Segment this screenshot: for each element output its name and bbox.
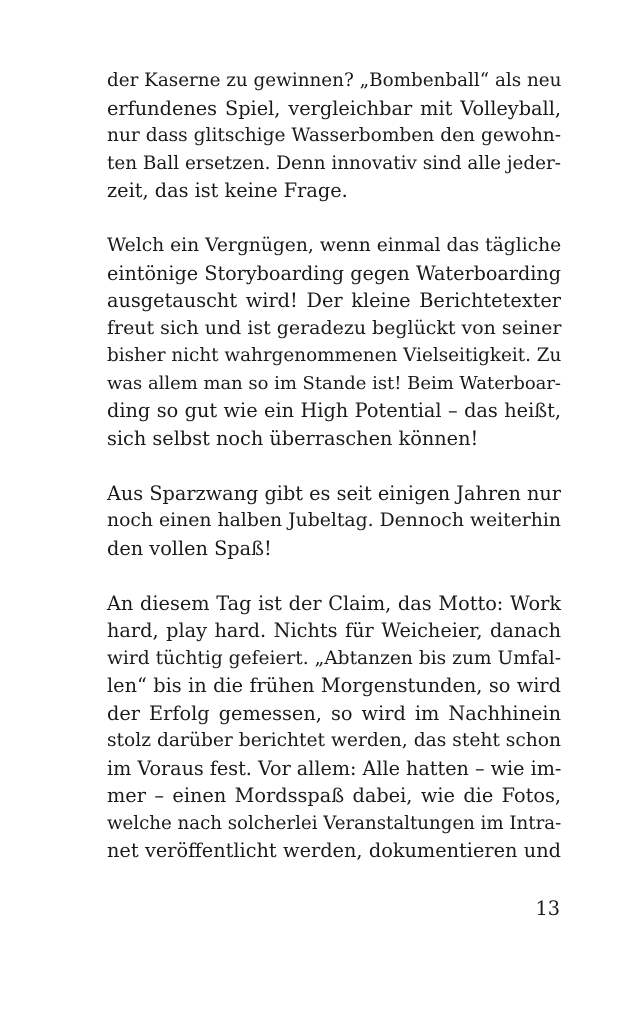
text-line: An diesem Tag ist der Claim, das Motto: Work [107, 591, 561, 615]
paragraph [107, 480, 561, 563]
page-number: 13 [535, 897, 560, 920]
body-text [107, 67, 561, 865]
text-line: bisher nicht wahrgenommenen Vielseitigkeit. Zu [107, 345, 562, 366]
text-line: net veröffentlicht werden, dokumentieren und [107, 839, 561, 862]
text-line: ten Ball ersetzen. Denn innovativ sind alle jeder- [107, 152, 561, 174]
text-line: der Kaserne zu gewinnen? „Bombenball“ als neu [107, 70, 562, 91]
paragraph [107, 67, 561, 205]
text-line: ding so gut wie ein High Potential – das heißt, [107, 399, 561, 422]
text-line: sich selbst noch überraschen können! [107, 426, 479, 450]
text-line: freut sich und ist geradezu beglückt von seiner [107, 316, 562, 339]
paragraph [107, 232, 561, 452]
text-line: wird tüchtig gefeiert. „Abtanzen bis zum Umfal- [107, 647, 561, 669]
text-line: zeit, das ist keine Frage. [107, 179, 348, 202]
text-line: stolz darüber berichtet werden, das steht schon [107, 730, 561, 751]
text-line: nur dass glitschige Wasserbomben den gewohn- [107, 125, 561, 146]
paragraph-gap [107, 562, 561, 590]
text-line: len“ bis in die frühen Morgenstunden, so wird [107, 674, 561, 697]
text-line: hard, play hard. Nichts für Weicheier, danach [107, 619, 561, 642]
text-line: Aus Sparzwang gibt es seit einigen Jahren nur [107, 481, 561, 505]
text-line: ausgetauscht wird! Der kleine Berichtetexter [107, 289, 561, 312]
paragraph [107, 590, 561, 865]
text-line: eintönige Storyboarding gegen Waterboarding [107, 261, 561, 285]
text-line: erfundenes Spiel, vergleichbar mit Volleyball, [107, 96, 561, 120]
paragraph-gap [107, 205, 561, 233]
text-line: Welch ein Vergnügen, wenn einmal das tägliche [107, 235, 562, 256]
text-line: noch einen halben Jubeltag. Dennoch weiterhin [107, 510, 561, 531]
text-line: im Voraus fest. Vor allem: Alle hatten – wie im- [107, 756, 562, 780]
text-line: den vollen Spaß! [107, 536, 272, 560]
text-line: der Erfolg gemessen, so wird im Nachhinein [107, 701, 561, 725]
text-line: was allem man so im Stande ist! Beim Waterboar- [107, 372, 561, 394]
paragraph-gap [107, 452, 561, 480]
text-line: mer – einen Mordsspaß dabei, wie die Fotos, [107, 784, 561, 807]
text-line: welche nach solcherlei Veranstaltungen im Intra- [107, 812, 562, 834]
